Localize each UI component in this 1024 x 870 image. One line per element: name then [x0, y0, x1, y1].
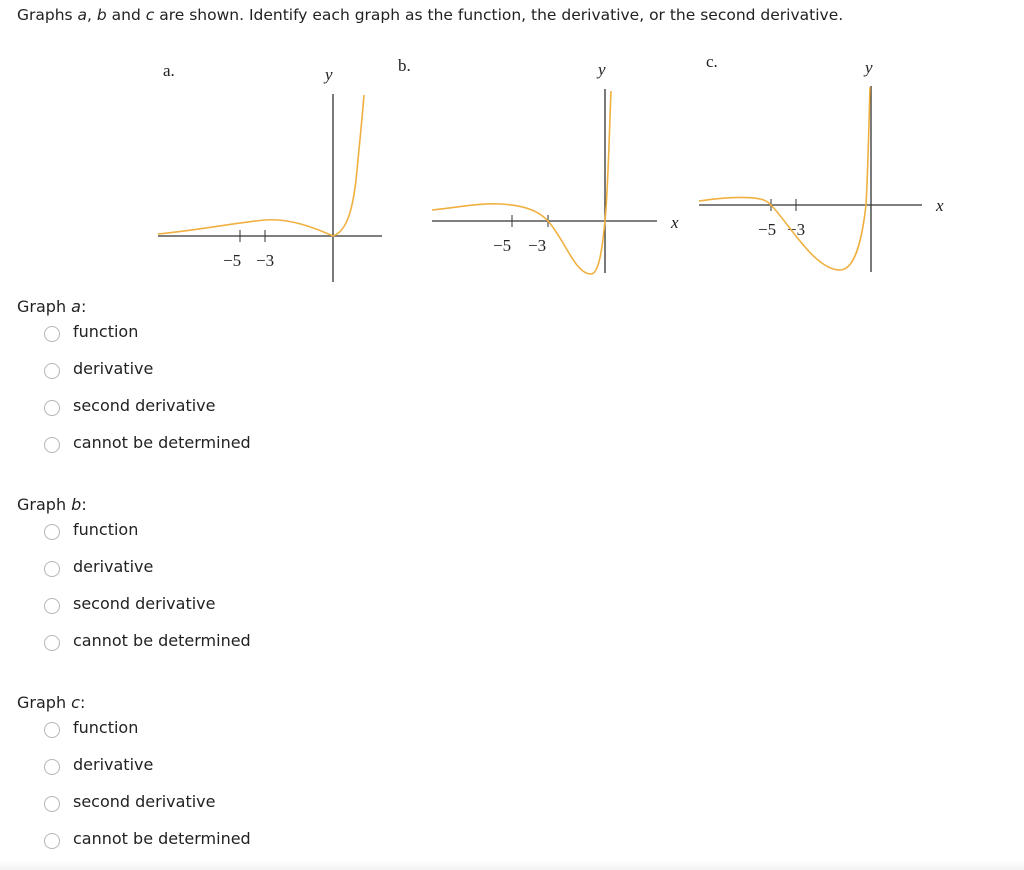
radio-button[interactable] — [44, 437, 60, 453]
graph-b-y-label: y — [598, 60, 606, 79]
graph-b — [398, 56, 679, 274]
option-label[interactable]: second derivative — [73, 396, 216, 415]
graph-c-tick-label: −5 — [758, 220, 777, 239]
option-function[interactable] — [17, 322, 139, 359]
option-label[interactable]: function — [73, 322, 139, 341]
radio-button[interactable] — [44, 524, 60, 540]
graph-c-tick-label: −3 — [787, 220, 806, 239]
option-function[interactable] — [17, 718, 139, 755]
graph-c-question — [17, 693, 251, 866]
option-label[interactable]: function — [73, 520, 139, 539]
option-cannot-be-determined[interactable] — [17, 433, 251, 470]
option-second-derivative[interactable] — [17, 792, 216, 829]
radio-button[interactable] — [44, 400, 60, 416]
radio-button[interactable] — [44, 796, 60, 812]
graph-b-x-label: x — [671, 213, 679, 232]
graph-b-heading: Graph b: — [17, 495, 87, 514]
graph-a — [158, 61, 382, 282]
graph-a-label: a. — [163, 61, 175, 80]
radio-button[interactable] — [44, 561, 60, 577]
option-derivative[interactable] — [17, 557, 154, 594]
graph-c-heading: Graph c: — [17, 693, 86, 712]
graph-a-tick-label: −5 — [223, 251, 242, 270]
option-second-derivative[interactable] — [17, 594, 216, 631]
graph-c-x-label: x — [936, 196, 944, 215]
question-text: Graphs a, b and c are shown. Identify each graph as the function, the derivative, or the second derivative. — [17, 6, 844, 24]
option-label[interactable]: cannot be determined — [73, 829, 251, 848]
radio-button[interactable] — [44, 363, 60, 379]
option-label[interactable]: cannot be determined — [73, 631, 251, 650]
option-label[interactable]: derivative — [73, 755, 154, 774]
option-label[interactable]: second derivative — [73, 792, 216, 811]
graph-a-question — [17, 297, 251, 470]
radio-button[interactable] — [44, 722, 60, 738]
graph-c-y-label: y — [865, 58, 873, 77]
radio-button[interactable] — [44, 759, 60, 775]
graphs-figure — [0, 0, 1024, 300]
radio-button[interactable] — [44, 598, 60, 614]
graph-b-label: b. — [398, 56, 411, 75]
option-second-derivative[interactable] — [17, 396, 216, 433]
option-label[interactable]: second derivative — [73, 594, 216, 613]
option-label[interactable]: derivative — [73, 359, 154, 378]
graph-b-tick-label: −3 — [528, 236, 547, 255]
option-label[interactable]: derivative — [73, 557, 154, 576]
radio-button[interactable] — [44, 635, 60, 651]
option-cannot-be-determined[interactable] — [17, 631, 251, 668]
graph-c-curve — [699, 87, 870, 270]
option-function[interactable] — [17, 520, 139, 557]
option-derivative[interactable] — [17, 359, 154, 396]
graph-b-question — [17, 495, 251, 668]
option-label[interactable]: cannot be determined — [73, 433, 251, 452]
graph-a-tick-label: −3 — [256, 251, 275, 270]
option-label[interactable]: function — [73, 718, 139, 737]
graph-a-y-label: y — [325, 65, 333, 84]
option-derivative[interactable] — [17, 755, 154, 792]
bottom-shade — [0, 860, 1024, 870]
graph-b-tick-label: −5 — [493, 236, 512, 255]
radio-button[interactable] — [44, 326, 60, 342]
graph-c-label: c. — [706, 52, 718, 71]
graph-b-curve — [432, 91, 611, 274]
radio-button[interactable] — [44, 833, 60, 849]
graph-a-heading: Graph a: — [17, 297, 87, 316]
graph-c — [699, 52, 944, 272]
